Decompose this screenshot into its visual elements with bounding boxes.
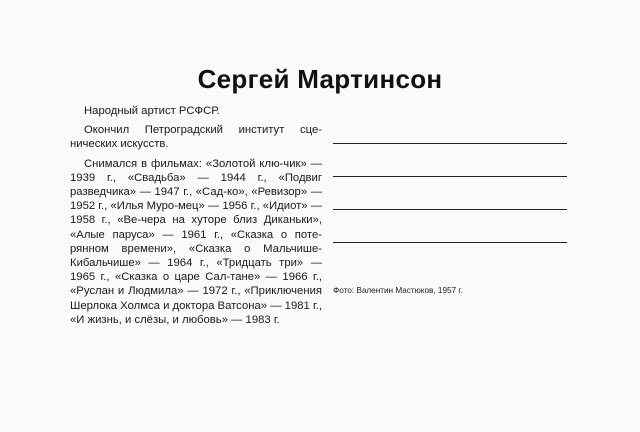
bio-paragraph-title: Народный артист РСФСР. <box>84 105 220 117</box>
photo-credit: Фото: Валентин Мастюков, 1957 г. <box>333 286 463 295</box>
address-lines <box>333 143 567 275</box>
address-line <box>333 143 567 144</box>
bio-paragraph-education: Окончил Петроградский институт сце-нических искусств. <box>70 124 322 151</box>
address-line <box>333 242 567 243</box>
page-title: Сергей Мартинсон <box>197 64 443 94</box>
bio-paragraph-filmography: Снимался в фильмах: «Золотой клю-чик» — 1939 г., «Свадьба» — 1944 г., «Подвиг разведчика» — 1947 г., «Сад-ко», «Ревизор» — 1952 г., «Илья Муро-мец» — 1956 г., «Идиот» — 1958 г., «Ве-чера на хуторе близ Диканьки», «Алые паруса» — 1961 г., «Сказка о поте-рянном времени», «Сказка о Мальчише-Кибальчише» — 1964 г., «Тридцать три» — 1965 г., «Сказка о царе Сал-тане» — 1966 г., «Руслан и Людмила» — 1972 г., «Приключения Шерлока Холмса и доктора Ватсона» — 1981 г., «И жизнь, и слёзы, и любовь» — 1983 г. <box>70 157 322 326</box>
address-line <box>333 176 567 177</box>
address-line <box>333 209 567 210</box>
biography-text <box>70 104 322 332</box>
